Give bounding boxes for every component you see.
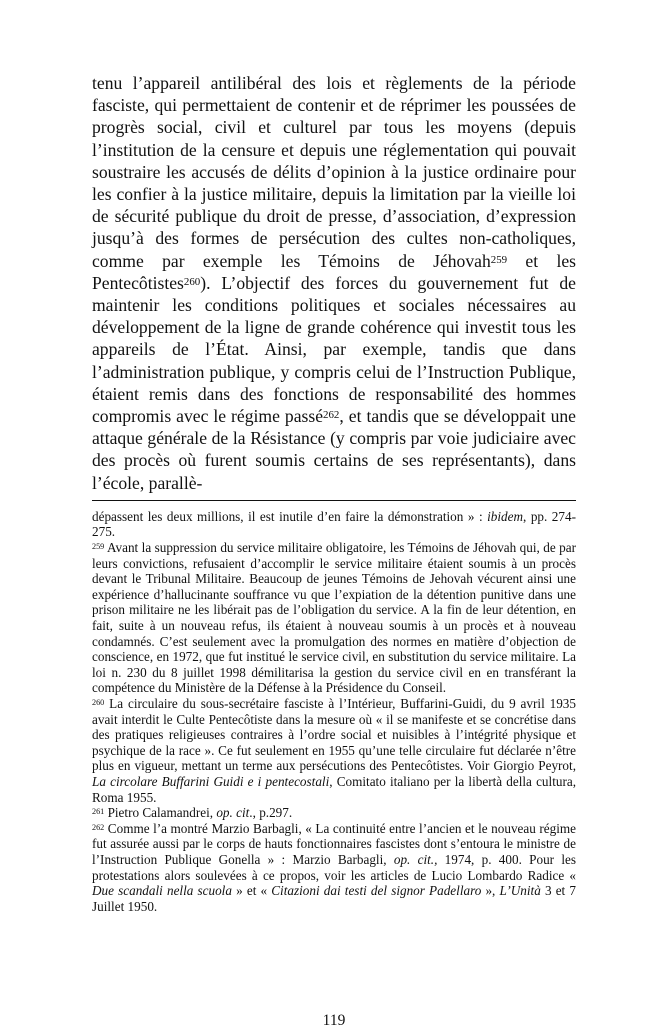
footnote-260 — [92, 696, 576, 805]
footnote-separator — [92, 500, 576, 501]
italic-run: Citazioni dai testi del signor Padellaro — [271, 883, 482, 899]
body-paragraph — [92, 72, 576, 494]
text-run: ). L’objectif des forces du gouvernement fut de maintenir les conditions politiques et sociales nécessaires au développement de la ligne de grande cohérence qui investit tous les appareils de l’État. Ainsi, par exemple, tandis que dans l’administration publique, y compris celui de l’Instruction Publique, étaient remis dans des fonctions de responsabilité des hommes compromis avec le régime passé — [92, 272, 576, 427]
italic-run: op. cit., — [393, 851, 438, 867]
footnote-label: 262 — [92, 822, 105, 832]
footnote-label: 259 — [92, 542, 105, 552]
footnote-ref-262[interactable]: 262 — [323, 409, 340, 422]
text-run: 1974, p. 400. Pour les protestations alors soulevées à ce propos, voir les articles de Lucio Lombardo Radice « — [92, 851, 576, 883]
text-run: » et « — [231, 883, 272, 899]
footnote-label: 261 — [92, 807, 105, 817]
text-run: Pietro Calamandrei, — [104, 805, 217, 821]
text-run: tenu l’appareil antilibéral des lois et règlements de la période fasciste, qui permettaient de contenir et de réprimer les poussées de progrès social, civil et culturel par tous les moyens (depuis l’institution de la censure et depuis une réglementation qui pouvait soustraire les accusés de délits d’opinion à la justice ordinaire pour les confier à la justice militaire, depuis la limitation par la vieille loi de sécurité publique du droit de presse, d’association, d’expression jusqu’à des formes de persécution des cultes non-catholiques, comme par exemple les Témoins de Jéhovah — [92, 73, 576, 271]
footnotes — [92, 509, 576, 914]
text-run: La circulaire du sous-secrétaire fasciste à l’Intérieur, Buffarini-Guidi, du 9 avril 1935 avait interdit le Culte Pentecôtiste dans la mesure où « il se manifeste et se concrétise dans des pratiques religieuses contraires à l’ordre social et nuisibles à l’intégrité physique et psychique de la race ». Ce fut seulement en 1955 qu’une telle circulaire fut déclarée n’être plus en vigueur, mettant un terme aux persécutions des Pentecôtistes. Voir Giorgio Peyrot, — [92, 695, 576, 774]
footnote-ref-259[interactable]: 259 — [490, 253, 508, 266]
footnote-label: 260 — [92, 698, 105, 708]
footnote-259 — [92, 540, 576, 696]
footnote-261 — [92, 805, 576, 821]
italic-run: La circolare Buffarini Guidi e i pentecostali — [92, 773, 330, 789]
footnote-continued — [92, 509, 576, 540]
italic-run: ibidem — [487, 508, 524, 524]
text-run: 3 et 7 Juillet 1950. — [92, 883, 576, 914]
footnote-ref-260[interactable]: 260 — [183, 276, 201, 289]
text-run: , pp. 274-275. — [92, 508, 576, 540]
italic-run: L’Unità — [499, 883, 541, 899]
text-run: », — [481, 883, 500, 899]
italic-run: Due scandali nella scuola — [92, 883, 232, 899]
text-run: et les Pentecôtistes — [92, 250, 576, 293]
italic-run: op. cit — [216, 805, 250, 821]
text-run: dépassent les deux millions, il est inutile d’en faire la démonstration » : — [92, 508, 488, 524]
text-run: Comme l’a montré Marzio Barbagli, « La continuité entre l’ancien et le nouveau régime fut assurée aussi par le corps de hauts fonctionnaires fascistes dont s’entoura le ministre de l’Instruction Publique Gonella » : Marzio Barbagli, — [92, 820, 576, 867]
text-run: , Comitato italiano per la libertà della cultura, Roma 1955. — [92, 773, 576, 805]
main-text — [92, 72, 576, 494]
document-page — [92, 72, 576, 1029]
page-number: 119 — [322, 1012, 346, 1029]
text-run: ., p.297. — [249, 805, 293, 821]
text-run: Avant la suppression du service militaire obligatoire, les Témoins de Jéhovah qui, de par leurs convictions, refusaient d’accomplir le service militaire étaient soumis à un procès devant le Tribunal Militaire. Beaucoup de jeunes Témoins de Jehovah vécurent ainsi une expérience d’hallucinante souffrance vu que l’expiation de la détention punitive dans une prison militaire ne les libérait pas de l’obligation du service. A la fin de leur détention, en fait, suite à un nouveau refus, ils étaient à nouveau soumis à un procès et à nouveau condamnés. C’est seulement avec la promulgation des normes en matière d’objection de conscience, en 1972, que fut institué le service civil, en substitution du service militaire. La loi n. 230 du 8 juillet 1998 démilitarisa la gestion du service civil en en transférant la compétence du Ministère de la Défense à la Présidence du Conseil. — [92, 540, 576, 696]
text-run: , et tandis que se développait une attaque générale de la Résistance (y compris par voie judiciaire avec des procès où furent soumis certains de ses représentants), dans l’école, parallè- — [92, 406, 576, 493]
footnote-262 — [92, 821, 576, 915]
